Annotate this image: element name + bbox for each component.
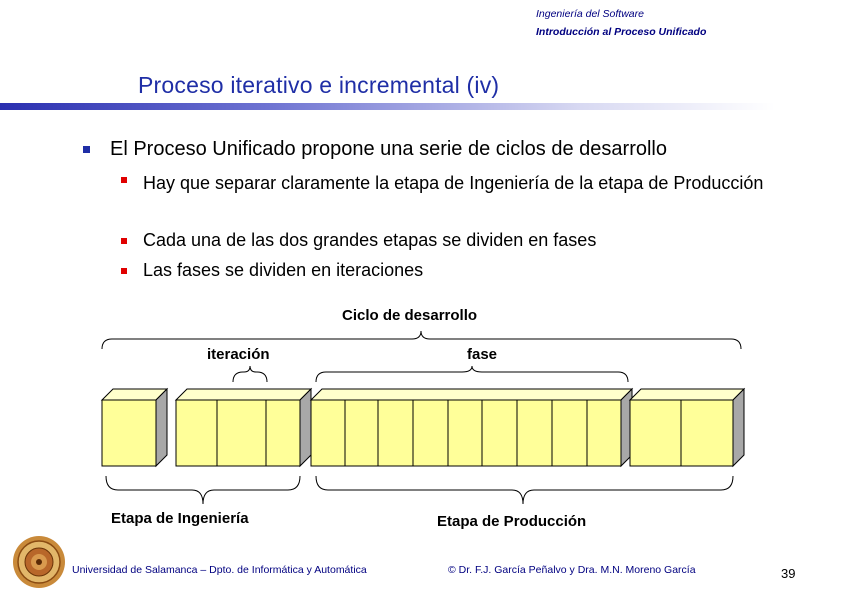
slide-title: Proceso iterativo e incremental (iv) bbox=[138, 72, 500, 98]
topic-name: Introducción al Proceso Unificado bbox=[536, 26, 707, 38]
engineering-stage-label: Etapa de Ingeniería bbox=[111, 510, 249, 527]
phase-box bbox=[176, 400, 300, 466]
iteration-label: iteración bbox=[207, 346, 270, 363]
phase-box bbox=[102, 400, 156, 466]
phase-boxes bbox=[102, 389, 744, 466]
phase-label: fase bbox=[467, 346, 498, 363]
footer-university: Universidad de Salamanca – Dpto. de Informática y Automática bbox=[72, 564, 367, 576]
engineering-brace bbox=[106, 476, 300, 504]
production-stage-label: Etapa de Producción bbox=[437, 513, 587, 530]
phase-box-top bbox=[311, 389, 632, 400]
iteration-brace bbox=[233, 366, 267, 382]
phase-box-top bbox=[176, 389, 311, 400]
footer-authors: © Dr. F.J. García Peñalvo y Dra. M.N. Moreno García bbox=[448, 564, 696, 576]
phase-box-top bbox=[630, 389, 744, 400]
sub-bullet-3: Las fases se dividen en iteraciones bbox=[143, 260, 424, 280]
sub-bullet-1: Hay que separar claramente la etapa de Ingeniería de la etapa de Producción bbox=[143, 173, 764, 193]
main-bullet: El Proceso Unificado propone una serie de ciclos de desarrollo bbox=[110, 138, 667, 160]
cycle-label: Ciclo de desarrollo bbox=[342, 307, 478, 324]
phase-brace bbox=[316, 366, 628, 382]
phase-box bbox=[311, 400, 621, 466]
production-brace bbox=[316, 476, 733, 504]
sub-bullet-2: Cada una de las dos grandes etapas se dividen en fases bbox=[143, 230, 597, 250]
cycle-brace bbox=[102, 331, 741, 349]
university-seal-icon bbox=[12, 535, 66, 589]
course-name: Ingeniería del Software bbox=[536, 8, 644, 20]
phase-box-side bbox=[300, 389, 311, 466]
phase-box-side bbox=[733, 389, 744, 466]
phase-box-side bbox=[156, 389, 167, 466]
page-number: 39 bbox=[781, 566, 796, 581]
